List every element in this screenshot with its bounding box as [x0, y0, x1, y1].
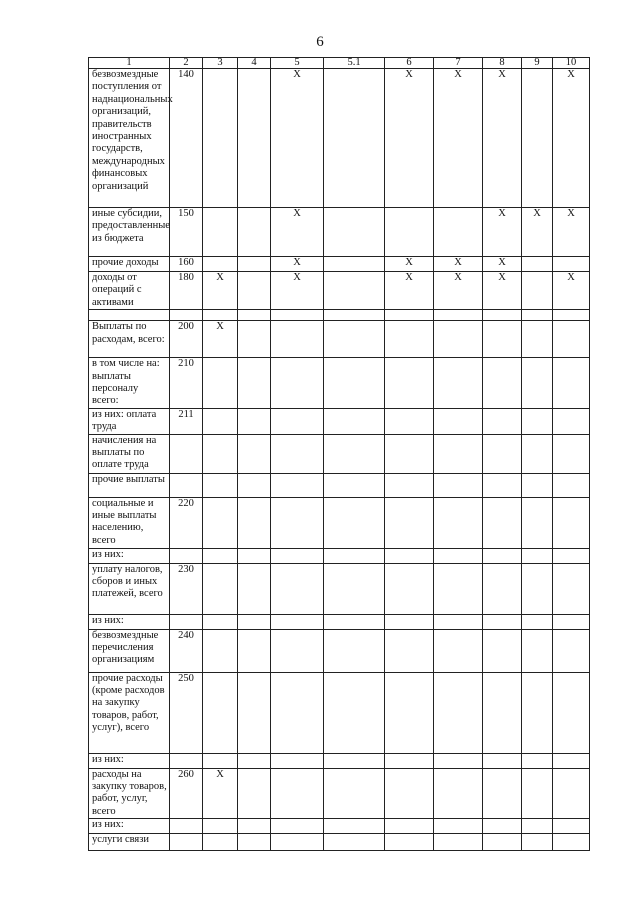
table-row [89, 473, 590, 497]
table-cell [553, 408, 590, 434]
table-cell [203, 310, 238, 321]
table-cell [203, 629, 238, 672]
page-number: 6 [316, 34, 324, 50]
table-cell [385, 321, 434, 358]
column-header: 5.1 [324, 58, 385, 69]
table-row [89, 614, 590, 629]
row-label: в том числе на: выплаты персоналу всего: [89, 358, 170, 409]
table-cell [385, 753, 434, 768]
table-cell [271, 629, 324, 672]
table-cell [203, 819, 238, 834]
table-cell [483, 834, 522, 851]
x-mark-cell: X [385, 69, 434, 208]
table-cell [324, 497, 385, 548]
x-mark-cell: X [553, 272, 590, 310]
table-cell [324, 819, 385, 834]
table-cell [271, 473, 324, 497]
table-cell [522, 310, 553, 321]
table-cell [385, 672, 434, 753]
table-cell [271, 753, 324, 768]
row-label: из них: оплата труда [89, 408, 170, 434]
table-cell [553, 614, 590, 629]
table-cell [238, 834, 271, 851]
table-cell [324, 310, 385, 321]
table-cell [203, 563, 238, 614]
table-cell [385, 208, 434, 257]
table-cell [203, 548, 238, 563]
table-cell [434, 497, 483, 548]
row-label: прочие выплаты [89, 473, 170, 497]
table-cell [522, 753, 553, 768]
table-cell [385, 434, 434, 473]
report-table [88, 57, 590, 851]
table-cell [385, 614, 434, 629]
table-row [89, 497, 590, 548]
table-cell [385, 834, 434, 851]
table-cell [553, 257, 590, 272]
table-cell [203, 257, 238, 272]
table-cell [522, 768, 553, 819]
row-label: начисления на выплаты по оплате труда [89, 434, 170, 473]
table-cell [385, 819, 434, 834]
row-label: доходы от операций с активами [89, 272, 170, 310]
table-cell [324, 753, 385, 768]
table-cell [522, 819, 553, 834]
table-cell [385, 629, 434, 672]
table-cell [203, 434, 238, 473]
x-mark-cell: X [434, 257, 483, 272]
row-code: 180 [170, 272, 203, 310]
column-header: 3 [203, 58, 238, 69]
table-cell [324, 358, 385, 409]
table-cell [434, 434, 483, 473]
row-code: 200 [170, 321, 203, 358]
table-cell [271, 321, 324, 358]
column-header: 8 [483, 58, 522, 69]
table-row [89, 272, 590, 310]
table-cell [553, 834, 590, 851]
table-row [89, 321, 590, 358]
table-cell [324, 672, 385, 753]
table-cell [483, 672, 522, 753]
row-code [170, 753, 203, 768]
table-cell [203, 208, 238, 257]
table-cell [553, 310, 590, 321]
table-cell [434, 548, 483, 563]
row-label: из них: [89, 819, 170, 834]
table-cell [324, 257, 385, 272]
table-cell [324, 408, 385, 434]
table-cell [483, 753, 522, 768]
table-row [89, 257, 590, 272]
row-code: 260 [170, 768, 203, 819]
table-cell [483, 629, 522, 672]
table-cell [553, 473, 590, 497]
table-cell [522, 629, 553, 672]
table-cell [522, 497, 553, 548]
row-label: прочие расходы (кроме расходов на закупку товаров, работ, услуг), всего [89, 672, 170, 753]
column-header: 9 [522, 58, 553, 69]
table-cell [522, 408, 553, 434]
table-cell [483, 310, 522, 321]
row-code [170, 434, 203, 473]
row-label: уплату налогов, сборов и иных платежей, всего [89, 563, 170, 614]
table-cell [522, 834, 553, 851]
table-cell [271, 768, 324, 819]
table-cell [271, 434, 324, 473]
table-cell [553, 672, 590, 753]
x-mark-cell: X [385, 272, 434, 310]
table-cell [434, 614, 483, 629]
table-cell [483, 768, 522, 819]
row-code: 210 [170, 358, 203, 409]
table-cell [483, 408, 522, 434]
table-cell [522, 257, 553, 272]
table-cell [170, 310, 203, 321]
table-cell [324, 69, 385, 208]
row-code [170, 614, 203, 629]
table-cell [483, 321, 522, 358]
row-code: 211 [170, 408, 203, 434]
table-row [89, 434, 590, 473]
table-cell [522, 358, 553, 409]
table-cell [238, 69, 271, 208]
table-cell [553, 819, 590, 834]
row-label: социальные и иные выплаты населению, всего [89, 497, 170, 548]
row-code: 250 [170, 672, 203, 753]
table-cell [483, 548, 522, 563]
column-header: 2 [170, 58, 203, 69]
row-code [170, 819, 203, 834]
table-cell [238, 310, 271, 321]
column-header: 10 [553, 58, 590, 69]
table-cell [203, 408, 238, 434]
table-cell [324, 321, 385, 358]
table-row [89, 672, 590, 753]
table-cell [238, 358, 271, 409]
row-label: услуги связи [89, 834, 170, 851]
table-cell [434, 358, 483, 409]
table-cell [271, 834, 324, 851]
table-cell [271, 497, 324, 548]
table-cell [238, 321, 271, 358]
row-code: 240 [170, 629, 203, 672]
table-row [89, 819, 590, 834]
table-cell [385, 497, 434, 548]
x-mark-cell: X [385, 257, 434, 272]
table-cell [238, 819, 271, 834]
row-code: 220 [170, 497, 203, 548]
table-row [89, 358, 590, 409]
table-cell [271, 408, 324, 434]
table-cell [238, 257, 271, 272]
table-cell [324, 563, 385, 614]
table-cell [483, 563, 522, 614]
row-label: Выплаты по расходам, всего: [89, 321, 170, 358]
row-code [170, 473, 203, 497]
x-mark-cell: X [203, 272, 238, 310]
table-cell [324, 768, 385, 819]
table-cell [522, 563, 553, 614]
table-cell [434, 310, 483, 321]
column-header: 7 [434, 58, 483, 69]
row-label: безвозмездные перечисления организациям [89, 629, 170, 672]
x-mark-cell: X [271, 69, 324, 208]
table-cell [434, 672, 483, 753]
table-cell [483, 473, 522, 497]
table-cell [553, 753, 590, 768]
table-cell [385, 310, 434, 321]
table-cell [553, 358, 590, 409]
table-cell [238, 272, 271, 310]
table-cell [203, 672, 238, 753]
table-cell [434, 768, 483, 819]
row-label: из них: [89, 753, 170, 768]
column-header: 5 [271, 58, 324, 69]
table-row [89, 408, 590, 434]
table-cell [434, 834, 483, 851]
x-mark-cell: X [522, 208, 553, 257]
table-cell [324, 208, 385, 257]
x-mark-cell: X [483, 257, 522, 272]
table-cell [434, 563, 483, 614]
row-label: безвозмездные поступления от наднациональных организаций, правительств иностранных государств, международных финансовых организаций [89, 69, 170, 208]
x-mark-cell: X [483, 272, 522, 310]
table-cell [483, 614, 522, 629]
table-cell [385, 473, 434, 497]
table-row [89, 834, 590, 851]
table-cell [238, 497, 271, 548]
table-cell [434, 819, 483, 834]
table-cell [522, 614, 553, 629]
table-cell [522, 434, 553, 473]
column-header: 4 [238, 58, 271, 69]
row-label: из них: [89, 614, 170, 629]
row-code: 230 [170, 563, 203, 614]
table-cell [271, 563, 324, 614]
table-cell [483, 819, 522, 834]
table-row [89, 69, 590, 208]
row-code: 150 [170, 208, 203, 257]
table-cell [203, 69, 238, 208]
table-cell [434, 753, 483, 768]
table-cell [238, 672, 271, 753]
table-cell [553, 768, 590, 819]
table-body [89, 58, 590, 851]
table-cell [434, 473, 483, 497]
table-row [89, 548, 590, 563]
table-cell [553, 548, 590, 563]
table-cell [271, 672, 324, 753]
table-cell [89, 310, 170, 321]
row-code [170, 548, 203, 563]
row-code: 160 [170, 257, 203, 272]
x-mark-cell: X [271, 257, 324, 272]
table-cell [324, 548, 385, 563]
table-cell [483, 497, 522, 548]
table-cell [238, 768, 271, 819]
table-cell [434, 208, 483, 257]
table-cell [203, 834, 238, 851]
table-cell [203, 473, 238, 497]
table-cell [385, 548, 434, 563]
table-row [89, 753, 590, 768]
header-row [89, 58, 590, 69]
table-cell [238, 753, 271, 768]
table-cell [553, 629, 590, 672]
row-label: из них: [89, 548, 170, 563]
table-cell [324, 834, 385, 851]
table-cell [238, 408, 271, 434]
row-label: иные субсидии, предоставленные из бюджета [89, 208, 170, 257]
x-mark-cell: X [203, 321, 238, 358]
table-cell [324, 629, 385, 672]
table-cell [238, 563, 271, 614]
table-cell [324, 614, 385, 629]
table-cell [238, 434, 271, 473]
table-cell [522, 473, 553, 497]
table-cell [238, 473, 271, 497]
table-cell [238, 629, 271, 672]
table-cell [522, 272, 553, 310]
table-cell [203, 753, 238, 768]
x-mark-cell: X [553, 69, 590, 208]
row-code: 140 [170, 69, 203, 208]
table-cell [522, 548, 553, 563]
table-cell [522, 69, 553, 208]
table-cell [434, 408, 483, 434]
table-cell [324, 473, 385, 497]
row-label: прочие доходы [89, 257, 170, 272]
table-cell [553, 321, 590, 358]
x-mark-cell: X [203, 768, 238, 819]
table-cell [324, 434, 385, 473]
table-cell [203, 358, 238, 409]
x-mark-cell: X [483, 69, 522, 208]
row-code [170, 834, 203, 851]
table-cell [385, 563, 434, 614]
table-cell [271, 310, 324, 321]
table-cell [553, 497, 590, 548]
table-cell [385, 768, 434, 819]
row-label: расходы на закупку товаров, работ, услуг, всего [89, 768, 170, 819]
table-cell [324, 272, 385, 310]
table-cell [271, 819, 324, 834]
x-mark-cell: X [553, 208, 590, 257]
table-cell [385, 408, 434, 434]
x-mark-cell: X [271, 272, 324, 310]
table-cell [203, 497, 238, 548]
x-mark-cell: X [434, 69, 483, 208]
table-cell [238, 614, 271, 629]
table-cell [238, 208, 271, 257]
table-row [89, 563, 590, 614]
table-cell [203, 614, 238, 629]
table-cell [522, 321, 553, 358]
table-cell [434, 321, 483, 358]
separator-row [89, 310, 590, 321]
table-cell [271, 358, 324, 409]
table-cell [434, 629, 483, 672]
x-mark-cell: X [271, 208, 324, 257]
table-cell [271, 548, 324, 563]
column-header: 6 [385, 58, 434, 69]
table-cell [553, 563, 590, 614]
column-header: 1 [89, 58, 170, 69]
x-mark-cell: X [434, 272, 483, 310]
table-cell [238, 548, 271, 563]
table-cell [385, 358, 434, 409]
table-cell [522, 672, 553, 753]
table-cell [271, 614, 324, 629]
table-row [89, 768, 590, 819]
table-cell [483, 434, 522, 473]
table-row [89, 208, 590, 257]
table-cell [553, 434, 590, 473]
table-row [89, 629, 590, 672]
table-cell [483, 358, 522, 409]
x-mark-cell: X [483, 208, 522, 257]
